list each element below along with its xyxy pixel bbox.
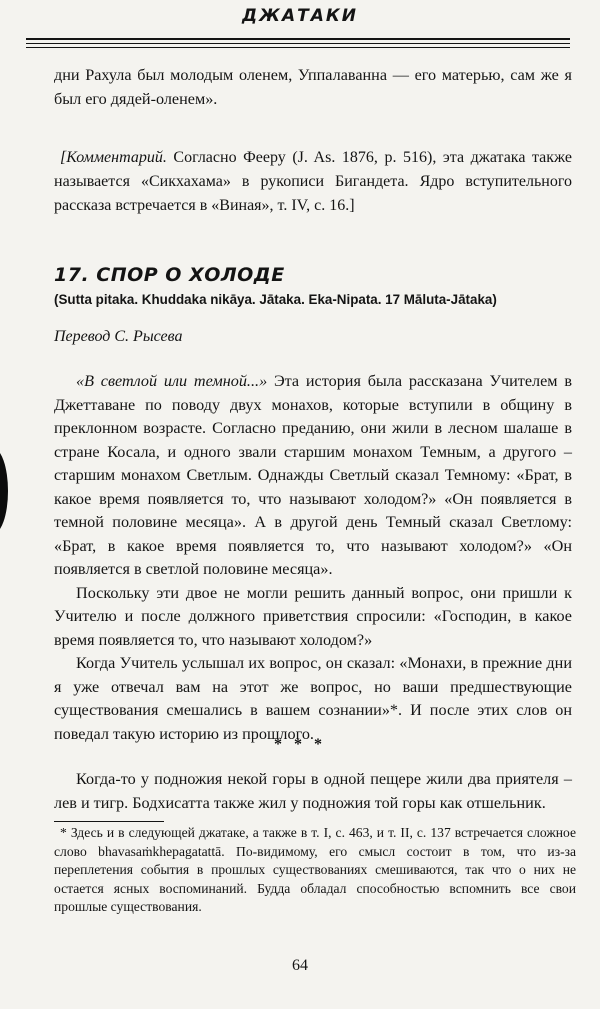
commentary-paragraph (54, 146, 572, 218)
story-text (54, 768, 572, 815)
footnote-rule (54, 821, 164, 822)
intro-block (54, 64, 572, 111)
commentary-block (54, 130, 572, 234)
paragraph-4: Когда-то у подножия некой горы в одной пещере жили два приятеля – лев и тигр. Бодхисатта также жил у подножия той горы как отшельник. (54, 770, 572, 812)
main-text (54, 370, 572, 746)
paragraph-1 (54, 370, 572, 582)
paragraph-1-text: Эта история была рассказана Учителем в Джеттаване по поводу двух монахов, которые вступили в общину в преклонном возрасте. Согласно преданию, они жили в лесном шалаше в стране Косала, и одного звали старшим монахом Темным, а другого – старшим монахом Светлым. Однажды Светлый сказал Темному: «Брат, в какое время появляется то, что называют холодом?» «Он появляется в темной половине месяца». А в другой день Темный сказал Светлому: «Брат, в какое время появляется то, что называют холодом?» «Он появляется в светлой половине месяца». (54, 372, 572, 578)
section-separator: * * * (274, 736, 326, 753)
paragraph-3: Когда Учитель услышал их вопрос, он сказал: «Монахи, в прежние дни я уже отвечал вам на этот же вопрос, но ваши предшествующие существования смешались в вашем сознании»*. И после этих слов он поведал такую историю из прошлого. (54, 654, 572, 743)
opening-quote: «В светлой или темной...» (76, 372, 268, 390)
header-rule (26, 43, 570, 44)
page-number: 64 (292, 957, 308, 974)
commentary-text: Согласно Фееру (J. As. 1876, p. 516), эта джатака также называется «Сикхахама» в рукописи Бигандета. Ядро вступительного рассказа встречается в «Виная», т. IV, с. 16.] (54, 149, 572, 214)
footnote: * Здесь и в следующей джатаке, а также в т. I, с. 463, и т. II, с. 137 встречается сложное слово bhavasaṁkhepagatattā. По-видимому, его смысл состоит в том, что из-за переплетения события в прошлых существованиях смешиваются, так что о них не остается ясных воспоминаний. Будда обладал способностью вспомнить все свои прошлые существования. (54, 825, 576, 915)
chapter-title: 17. СПОР О ХОЛОДЕ (54, 264, 285, 286)
commentary-label: [Комментарий. (60, 149, 167, 166)
intro-paragraph: дни Рахула был молодым оленем, Уппалаванна — его матерью, сам же я был его дядей-оленем». (54, 66, 572, 108)
chapter-source: (Sutta pitaka. Khuddaka nikāya. Jātaka. Eka-Nipata. 17 Māluta-Jātaka) (54, 292, 497, 307)
running-head: ДЖАТАКИ (242, 6, 358, 26)
header-rule (26, 38, 570, 40)
translator-credit: Перевод С. Рысева (54, 328, 183, 345)
page-edge-shadow (0, 448, 8, 534)
header-rule (26, 47, 570, 48)
paragraph-2: Поскольку эти двое не могли решить данный вопрос, они пришли к Учителю и после должного приветствия спросили: «Господин, в какое время появляется то, что называют холодом?» (54, 583, 572, 649)
